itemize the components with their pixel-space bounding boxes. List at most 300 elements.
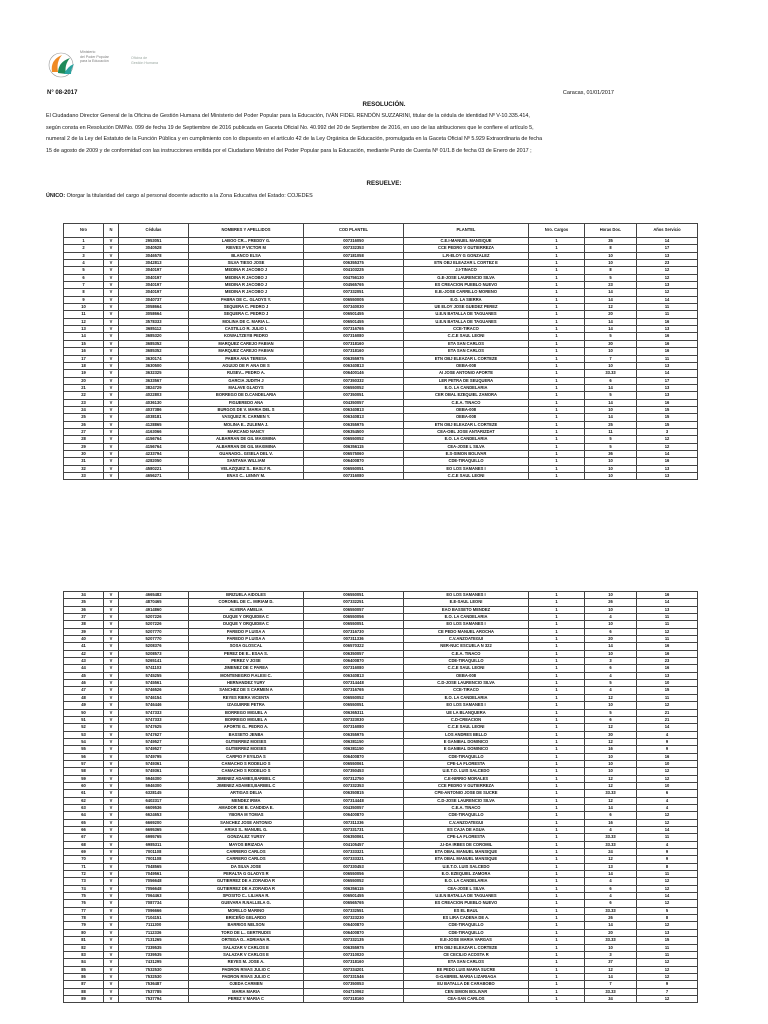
cell-plantel: J.I-TINACO	[404, 267, 529, 274]
cell-plantel: U.E.N BATALLA DE TAGUANES	[404, 893, 529, 900]
cell-nombre: AMADOR DE B. CANDIDA E.	[189, 804, 304, 811]
cell-nro: 52	[64, 724, 104, 731]
cell-horas: 10	[585, 760, 637, 767]
cell-cargos: 1	[529, 819, 585, 826]
table-row	[64, 370, 698, 377]
cell-nombre: LABOO CR... FREDDY G.	[189, 238, 304, 245]
table-row	[64, 812, 698, 819]
cell-anos: 12	[637, 995, 698, 1002]
header-cedulas: Cédulas	[119, 224, 189, 238]
table-row	[64, 443, 698, 450]
cell-nro: 59	[64, 775, 104, 782]
cell-plantel: E.E-JOSE MARIA VARGAS	[404, 937, 529, 944]
cell-plantel: E.B.-JOSE CARRILLO MORENO	[404, 289, 529, 296]
cell-cedula: 4128865	[119, 421, 189, 428]
cell-plantel: EO LOS SAMANES I	[404, 592, 529, 599]
cell-n: V	[104, 827, 119, 834]
cell-anos: 9	[637, 746, 698, 753]
cell-nro: 82	[64, 944, 104, 951]
table-row	[64, 929, 698, 936]
cell-plantel: C.E.A. TINACO	[404, 804, 529, 811]
cell-anos: 17	[637, 245, 698, 252]
cell-nro: 39	[64, 628, 104, 635]
cell-nombre: MONTENEGRO P.ALEXI C.	[189, 672, 304, 679]
cell-anos: 12	[637, 966, 698, 973]
cell-nombre: CARPIO F EYILDA S	[189, 753, 304, 760]
cell-plantel: J.I-DA IRBES DE COROMIL	[404, 841, 529, 848]
table-body-page-2	[64, 592, 698, 1003]
cell-horas: 24	[585, 849, 637, 856]
cell-nombre: FIGUEREDO ANA	[189, 399, 304, 406]
cell-anos: 17	[637, 377, 698, 384]
cell-nro: 70	[64, 856, 104, 863]
cell-n: V	[104, 658, 119, 665]
cell-nro: 65	[64, 819, 104, 826]
cell-cargos: 1	[529, 414, 585, 421]
cell-nro: 81	[64, 937, 104, 944]
cell-nombre: PEREZ V JOSE	[189, 658, 304, 665]
cell-plantel: CE PEDO MANUEL AROCHA	[404, 628, 529, 635]
cell-cedula: 7001108	[119, 849, 189, 856]
table-row	[64, 885, 698, 892]
cell-nombre: REYES M. JOSE A.	[189, 959, 304, 966]
cell-cedula: 5946300	[119, 782, 189, 789]
cell-nro: 53	[64, 731, 104, 738]
cell-cod-plantel: 007332353	[304, 245, 404, 252]
cell-cargos: 1	[529, 738, 585, 745]
header-plantel: PLANTEL	[404, 224, 529, 238]
table-row	[64, 915, 698, 922]
cell-nro: 20	[64, 377, 104, 384]
resuelve-heading: RESUELVE:	[366, 180, 402, 187]
cell-cod-plantel: 006575060	[304, 450, 404, 457]
cell-cod-plantel: 007350051	[304, 392, 404, 399]
cell-nro: 27	[64, 428, 104, 435]
cell-cod-plantel: 006501455	[304, 893, 404, 900]
table-row	[64, 782, 698, 789]
cell-plantel: E GANIBAL DOMINICO	[404, 738, 529, 745]
cell-cargos: 1	[529, 937, 585, 944]
cell-cargos: 1	[529, 988, 585, 995]
cell-n: V	[104, 245, 119, 252]
cell-cedula: 6624653	[119, 812, 189, 819]
cell-n: V	[104, 680, 119, 687]
header-n: N	[104, 224, 119, 238]
cell-plantel: CEA-OBL JOSE ANTARIZDAT	[404, 428, 529, 435]
cell-nombre: GUANADO.. GISELA DEL V.	[189, 450, 304, 457]
cell-nro: 73	[64, 878, 104, 885]
cell-cargos: 1	[529, 746, 585, 753]
cell-anos: 13	[637, 392, 698, 399]
cell-cod-plantel: 006400870	[304, 658, 404, 665]
cell-cod-plantel: 006354500	[304, 428, 404, 435]
cell-cargos: 1	[529, 377, 585, 384]
cell-plantel: C.V.ANZOATEGUI	[404, 636, 529, 643]
table-row	[64, 436, 698, 443]
cell-nro: 3	[64, 252, 104, 259]
cell-horas: 3	[585, 658, 637, 665]
cell-plantel: CCE-TIRACO	[404, 326, 529, 333]
cell-plantel: CDE-TIRAQUILLO	[404, 658, 529, 665]
cell-n: V	[104, 421, 119, 428]
cell-plantel: E.O. LA CANDELARIA	[404, 694, 529, 701]
cell-anos: 11	[637, 304, 698, 311]
cell-cod-plantel: 007318160	[304, 340, 404, 347]
cell-cargos: 1	[529, 995, 585, 1002]
cell-n: V	[104, 318, 119, 325]
cell-cargos: 1	[529, 326, 585, 333]
cell-cedula: 3058664	[119, 311, 189, 318]
cell-anos: 13	[637, 252, 698, 259]
cell-nombre: REYES RIERA VICENTA	[189, 694, 304, 701]
cell-horas: 12	[585, 797, 637, 804]
cell-horas: 14	[585, 414, 637, 421]
cell-n: V	[104, 665, 119, 672]
cell-plantel: ETA OBAL MANUEL MANSIQUE	[404, 856, 529, 863]
cell-cod-plantel: 007332051	[304, 289, 404, 296]
table-row	[64, 768, 698, 775]
table-row	[64, 606, 698, 613]
cell-nombre: VASQUEZ R. CARMEN Y.	[189, 414, 304, 421]
cell-cargos: 1	[529, 274, 585, 281]
cell-nro: 48	[64, 694, 104, 701]
cell-plantel: CDE-TIRAQUILLO	[404, 458, 529, 465]
cell-nro: 5	[64, 267, 104, 274]
cell-nombre: PADRON RIVAS JULIO C	[189, 966, 304, 973]
cell-n: V	[104, 311, 119, 318]
cell-anos: 5	[637, 907, 698, 914]
cell-cedula: 2953051	[119, 238, 189, 245]
table-row	[64, 790, 698, 797]
ministry-logo	[44, 50, 80, 80]
cell-n: V	[104, 289, 119, 296]
cell-horas: 12	[585, 724, 637, 731]
cell-nro: 69	[64, 849, 104, 856]
cell-plantel: C.C.E SAUL LEONI	[404, 473, 529, 480]
staff-table-page-1	[63, 223, 698, 480]
table-row	[64, 465, 698, 472]
cell-cedula: 5747625	[119, 724, 189, 731]
table-row	[64, 458, 698, 465]
cell-horas: 10	[585, 606, 637, 613]
cell-cedula: 7049561	[119, 871, 189, 878]
cell-cedula: 3040528	[119, 245, 189, 252]
cell-horas: 12	[585, 782, 637, 789]
cell-n: V	[104, 694, 119, 701]
cell-cedula: 5747333	[119, 709, 189, 716]
cell-cod-plantel: 006340813	[304, 406, 404, 413]
cell-cod-plantel: 006350061	[304, 834, 404, 841]
cell-plantel: C.E.A. TINACO	[404, 399, 529, 406]
cell-horas: 6	[585, 628, 637, 635]
table-row	[64, 599, 698, 606]
table-row	[64, 724, 698, 731]
cell-nro: 51	[64, 716, 104, 723]
cell-horas: 36	[585, 450, 637, 457]
cell-nro: 38	[64, 621, 104, 628]
cell-nro: 50	[64, 709, 104, 716]
cell-cedula: 5747333	[119, 716, 189, 723]
table-row	[64, 702, 698, 709]
cell-n: V	[104, 797, 119, 804]
table-row	[64, 966, 698, 973]
table-row	[64, 937, 698, 944]
cell-anos: 13	[637, 929, 698, 936]
cell-horas: 10	[585, 465, 637, 472]
cell-nombre: SANCHEZ DE S CARMEN A	[189, 687, 304, 694]
cell-cod-plantel: 007316080	[304, 473, 404, 480]
cell-plantel: ES CAJA DE AGUA	[404, 827, 529, 834]
cell-nro: 26	[64, 421, 104, 428]
cell-nombre: OJEDA CARMEN	[189, 981, 304, 988]
cell-nombre: IZAGUIRRE PETRA	[189, 702, 304, 709]
cell-cod-plantel: 007333321	[304, 856, 404, 863]
cell-cedula: 7131265	[119, 937, 189, 944]
cell-plantel: ETN OBJ ELEAZAR L CORTEZE	[404, 355, 529, 362]
table-row	[64, 282, 698, 289]
cell-cedula: 5746526	[119, 687, 189, 694]
cell-anos: 16	[637, 340, 698, 347]
cell-cod-plantel: 007311336	[304, 819, 404, 826]
table-row	[64, 311, 698, 318]
cell-cargos: 1	[529, 871, 585, 878]
cell-cod-plantel: 007318160	[304, 348, 404, 355]
cell-cargos: 1	[529, 428, 585, 435]
cell-n: V	[104, 988, 119, 995]
cell-horas: 14	[585, 973, 637, 980]
cell-anos: 11	[637, 944, 698, 951]
cell-n: V	[104, 871, 119, 878]
cell-nombre: ALVERA AMELIA	[189, 606, 304, 613]
cell-cod-plantel: 007332135	[304, 937, 404, 944]
cell-cod-plantel: 006356115	[304, 885, 404, 892]
cell-plantel: E.O. LA SIERRA	[404, 296, 529, 303]
cell-horas: 4	[585, 672, 637, 679]
cell-plantel: CDE-TIRAQUILLO	[404, 922, 529, 929]
table-row	[64, 753, 698, 760]
cell-anos: 16	[637, 458, 698, 465]
cell-horas: 14	[585, 643, 637, 650]
cell-horas: 4	[585, 878, 637, 885]
cell-horas: 6	[585, 900, 637, 907]
cell-nro: 46	[64, 680, 104, 687]
cell-cargos: 1	[529, 238, 585, 245]
cell-nro: 58	[64, 768, 104, 775]
cell-horas: 6	[585, 812, 637, 819]
cell-n: V	[104, 819, 119, 826]
cell-n: V	[104, 458, 119, 465]
cell-cod-plantel: 007333321	[304, 849, 404, 856]
cell-n: V	[104, 973, 119, 980]
cell-anos: 23	[637, 658, 698, 665]
cell-n: V	[104, 392, 119, 399]
cell-nro: 78	[64, 915, 104, 922]
cell-cedula: 7537794	[119, 995, 189, 1002]
cell-n: V	[104, 812, 119, 819]
cell-cargos: 1	[529, 443, 585, 450]
cell-cedula: 6609536	[119, 804, 189, 811]
cell-horas: 30	[585, 731, 637, 738]
cell-cedula: 7112336	[119, 929, 189, 936]
cell-nombre: GUEVARA R.NALLELA G.	[189, 900, 304, 907]
table-row	[64, 304, 698, 311]
table-row	[64, 907, 698, 914]
cell-nombre: PABRA DE C.. GLADYS Y.	[189, 296, 304, 303]
cell-cod-plantel: 006340813	[304, 362, 404, 369]
cell-nombre: APORTE G.. PEDRO A.	[189, 724, 304, 731]
cell-horas: 10	[585, 406, 637, 413]
cell-cod-plantel: 007332251	[304, 599, 404, 606]
cell-cod-plantel: 007323230	[304, 915, 404, 922]
cell-plantel: U.E.T.O. LUIS SALCEDO	[404, 768, 529, 775]
cell-n: V	[104, 274, 119, 281]
cell-anos: 9	[637, 856, 698, 863]
cell-horas: 7	[585, 981, 637, 988]
cell-nro: 42	[64, 650, 104, 657]
cell-n: V	[104, 428, 119, 435]
cell-nombre: GUTIERREZ MOISES	[189, 738, 304, 745]
cell-cod-plantel: 006550052	[304, 384, 404, 391]
table-row	[64, 414, 698, 421]
cell-cargos: 1	[529, 790, 585, 797]
table-row	[64, 819, 698, 826]
cell-anos: 12	[637, 885, 698, 892]
cell-plantel: C.E-NIRRIO MORALES	[404, 775, 529, 782]
cell-plantel: CCE-TIRACO	[404, 687, 529, 694]
cell-cod-plantel: 006400870	[304, 922, 404, 929]
cell-cedula: 3042813	[119, 260, 189, 267]
cell-nro: 40	[64, 636, 104, 643]
cell-n: V	[104, 760, 119, 767]
cell-n: V	[104, 436, 119, 443]
cell-nombre: ORTEGA O.. ADRIANA R.	[189, 937, 304, 944]
table-row	[64, 348, 698, 355]
cell-plantel: ETA SAN CARLOS	[404, 959, 529, 966]
cell-anos: 12	[637, 775, 698, 782]
cell-nro: 1	[64, 238, 104, 245]
cell-cedula: 5746154	[119, 694, 189, 701]
cell-n: V	[104, 951, 119, 958]
cell-plantel: CEA-JOSE L SILVA	[404, 443, 529, 450]
cell-cargos: 1	[529, 849, 585, 856]
table-row	[64, 893, 698, 900]
cell-nombre: CORONEL DE C.. MIRIAM D.	[189, 599, 304, 606]
cell-cargos: 1	[529, 665, 585, 672]
cell-nombre: DA SILVA JOSE	[189, 863, 304, 870]
document-date: Caracas, 01/01/2017	[562, 90, 614, 96]
cell-nombre: SALAZAR V CARLOS E	[189, 951, 304, 958]
cell-n: V	[104, 981, 119, 988]
cell-cedula: 5745561	[119, 680, 189, 687]
table-row	[64, 614, 698, 621]
cell-plantel: E GANIBAL DOMINICO	[404, 746, 529, 753]
cell-anos: 13	[637, 362, 698, 369]
cell-n: V	[104, 841, 119, 848]
cell-horas: 6	[585, 885, 637, 892]
cell-cedula: 5265141	[119, 658, 189, 665]
cell-cod-plantel: 007332551	[304, 907, 404, 914]
cell-n: V	[104, 340, 119, 347]
cell-cod-plantel: 007340030	[304, 304, 404, 311]
cell-nro: 32	[64, 465, 104, 472]
cell-cargos: 1	[529, 333, 585, 340]
cell-nro: 55	[64, 746, 104, 753]
cell-cargos: 1	[529, 245, 585, 252]
table-row	[64, 592, 698, 599]
table-row	[64, 643, 698, 650]
cell-n: V	[104, 606, 119, 613]
cell-cargos: 1	[529, 348, 585, 355]
cell-cedula: 5741103	[119, 665, 189, 672]
cell-anos: 14	[637, 296, 698, 303]
cell-cod-plantel: 006550061	[304, 760, 404, 767]
cell-anos: 13	[637, 473, 698, 480]
cell-n: V	[104, 282, 119, 289]
cell-plantel: CE CECILIO ACOSTA R	[404, 951, 529, 958]
cell-anos: 6	[637, 790, 698, 797]
table-row	[64, 355, 698, 362]
unico-clause	[46, 193, 313, 199]
table-row	[64, 973, 698, 980]
cell-anos: 14	[637, 599, 698, 606]
cell-nro: 10	[64, 304, 104, 311]
cell-horas: 35	[585, 238, 637, 245]
cell-nombre: PADRON RIVAS JULIO C	[189, 973, 304, 980]
cell-horas: 23	[585, 282, 637, 289]
cell-cargos: 1	[529, 399, 585, 406]
cell-cargos: 1	[529, 782, 585, 789]
cell-cargos: 1	[529, 760, 585, 767]
cell-cargos: 1	[529, 709, 585, 716]
cell-nro: 47	[64, 687, 104, 694]
cell-cargos: 1	[529, 973, 585, 980]
cell-cedula: 5749527	[119, 746, 189, 753]
cell-cod-plantel: 006570322	[304, 643, 404, 650]
cell-cargos: 1	[529, 768, 585, 775]
cell-cod-plantel: 006501455	[304, 318, 404, 325]
cell-horas: 10	[585, 473, 637, 480]
cell-plantel: U.E.N BATALLA DE TAGUANES	[404, 311, 529, 318]
cell-anos: 10	[637, 680, 698, 687]
cell-nombre: GUTIERREZ DE A ZORAIDA R	[189, 878, 304, 885]
cell-anos: 14	[637, 450, 698, 457]
cell-cod-plantel: 007350053	[304, 981, 404, 988]
cell-plantel: G-GABRIEL MARIA LIZARIAGA	[404, 973, 529, 980]
cell-anos: 13	[637, 384, 698, 391]
cell-cargos: 1	[529, 473, 585, 480]
cell-anos: 7	[637, 988, 698, 995]
cell-plantel: OEBA-008	[404, 362, 529, 369]
cell-anos: 9	[637, 738, 698, 745]
table-row	[64, 804, 698, 811]
cell-nombre: VELAZQUEZ S.. BASLY R.	[189, 465, 304, 472]
cell-anos: 12	[637, 878, 698, 885]
cell-nombre: GONZALEZ YURSY	[189, 834, 304, 841]
cell-nro: 22	[64, 392, 104, 399]
cell-horas: 10	[585, 621, 637, 628]
cell-anos: 11	[637, 311, 698, 318]
cell-cod-plantel: 006356115	[304, 443, 404, 450]
cell-horas: 10	[585, 260, 637, 267]
cell-n: V	[104, 348, 119, 355]
cell-cod-plantel: 004103225	[304, 267, 404, 274]
cell-nombre: BARRIOS NELSON	[189, 922, 304, 929]
table-row	[64, 849, 698, 856]
cell-nro: 84	[64, 959, 104, 966]
table-row	[64, 260, 698, 267]
cell-cargos: 1	[529, 966, 585, 973]
cell-horas: 20	[585, 636, 637, 643]
